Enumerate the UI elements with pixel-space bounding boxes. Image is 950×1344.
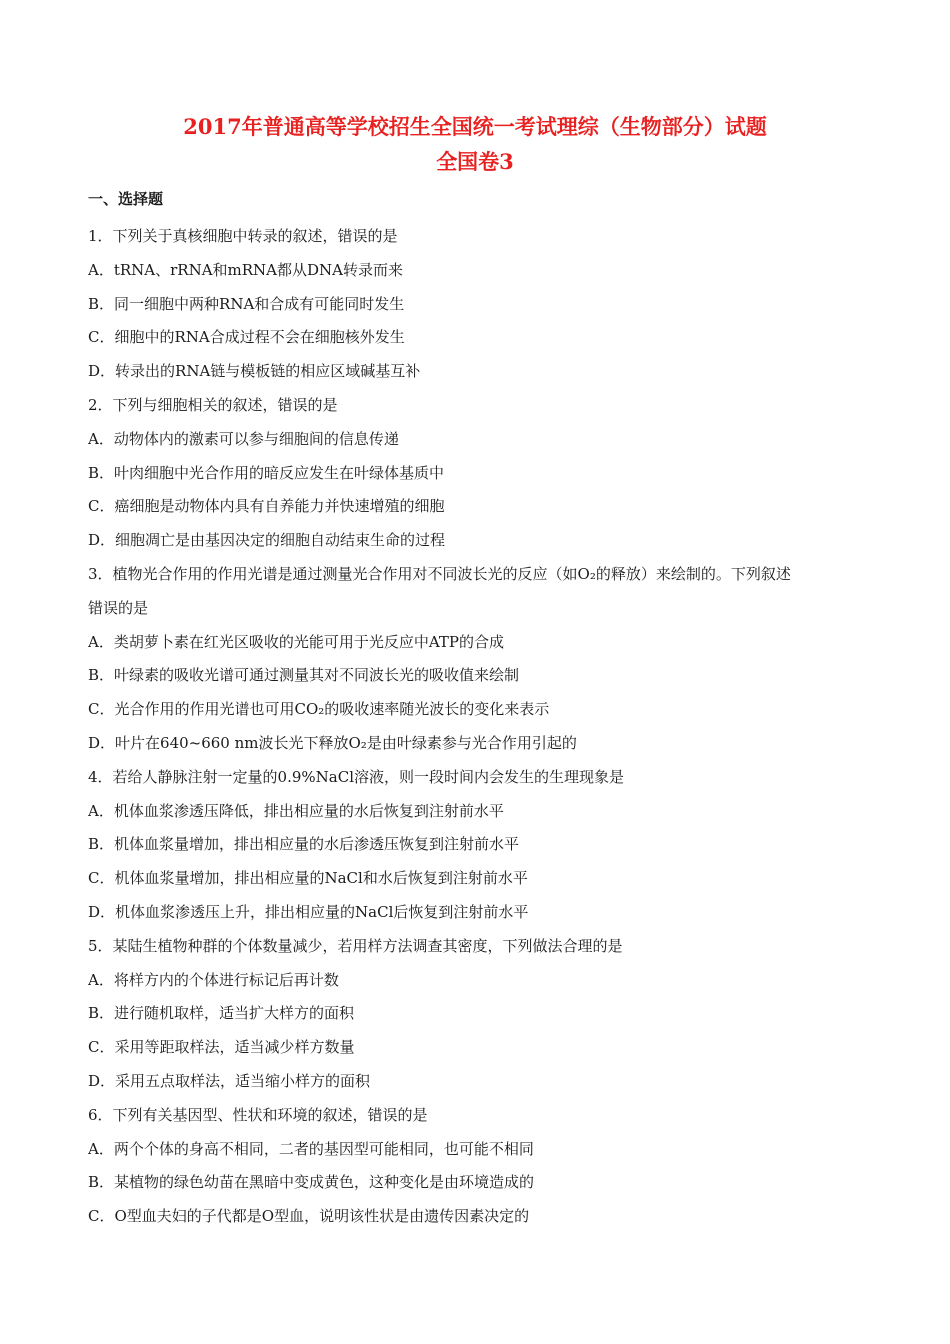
question-1-option-c: C．细胞中的RNA合成过程不会在细胞核外发生 (88, 328, 405, 347)
document-subtitle: 全国卷3 (436, 149, 514, 174)
question-4-option-d: D．机体血浆渗透压上升，排出相应量的NaCl后恢复到注射前水平 (88, 902, 529, 921)
question-5-stem: 5．某陆生植物种群的个体数量减少，若用样方法调查其密度，下列做法合理的是 (88, 936, 623, 955)
question-3-option-a: A．类胡萝卜素在红光区吸收的光能可用于光反应中ATP的合成 (88, 632, 504, 651)
question-2-stem: 2．下列与细胞相关的叙述，错误的是 (88, 395, 338, 414)
question-5-option-c: C．采用等距取样法，适当减少样方数量 (88, 1038, 355, 1057)
question-1-option-a: A．tRNA、rRNA和mRNA都从DNA转录而来 (88, 260, 403, 279)
question-5-option-a: A．将样方内的个体进行标记后再计数 (88, 970, 339, 989)
question-4-stem: 4．若给人静脉注射一定量的0.9%NaCl溶液，则一段时间内会发生的生理现象是 (88, 767, 624, 786)
question-list (88, 220, 878, 1234)
section-heading: 一、选择题 (88, 190, 164, 208)
question-6-option-a: A．两个个体的身高不相同，二者的基因型可能相同，也可能不相同 (88, 1139, 534, 1158)
question-3-stem-continued: 错误的是 (88, 598, 149, 617)
question-3-option-c: C．光合作用的作用光谱也可用CO₂的吸收速率随光波长的变化来表示 (88, 700, 550, 719)
document-title: 2017年普通高等学校招生全国统一考试理综（生物部分）试题 (183, 114, 767, 139)
question-6-stem: 6．下列有关基因型、性状和环境的叙述，错误的是 (88, 1105, 428, 1124)
question-5-option-b: B．进行随机取样，适当扩大样方的面积 (88, 1004, 355, 1023)
question-1-option-d: D．转录出的RNA链与模板链的相应区域碱基互补 (88, 362, 421, 381)
question-4-option-b: B．机体血浆量增加，排出相应量的水后渗透压恢复到注射前水平 (88, 835, 520, 854)
question-6-option-b: B．某植物的绿色幼苗在黑暗中变成黄色，这种变化是由环境造成的 (88, 1173, 535, 1192)
question-2-option-b: B．叶肉细胞中光合作用的暗反应发生在叶绿体基质中 (88, 463, 445, 482)
question-4-option-a: A．机体血浆渗透压降低，排出相应量的水后恢复到注射前水平 (88, 801, 504, 820)
question-6-option-c: C．O型血夫妇的子代都是O型血，说明该性状是由遗传因素决定的 (88, 1207, 530, 1226)
question-5-option-d: D．采用五点取样法，适当缩小样方的面积 (88, 1071, 371, 1090)
question-2-option-a: A．动物体内的激素可以参与细胞间的信息传递 (88, 429, 399, 448)
question-3-option-d: D．叶片在640~660 nm波长光下释放O₂是由叶绿素参与光合作用引起的 (88, 733, 577, 752)
question-1-option-b: B．同一细胞中两种RNA和合成有可能同时发生 (88, 294, 405, 313)
question-1-stem: 1．下列关于真核细胞中转录的叙述，错误的是 (88, 227, 398, 245)
question-4-option-c: C．机体血浆量增加，排出相应量的NaCl和水后恢复到注射前水平 (88, 869, 528, 888)
question-3-option-b: B．叶绿素的吸收光谱可通过测量其对不同波长光的吸收值来绘制 (88, 666, 520, 685)
question-2-option-d: D．细胞凋亡是由基因决定的细胞自动结束生命的过程 (88, 531, 446, 550)
question-2-option-c: C．癌细胞是动物体内具有自养能力并快速增殖的细胞 (88, 497, 445, 516)
question-3-stem: 3．植物光合作用的作用光谱是通过测量光合作用对不同波长光的反应（如O₂的释放）来绘制的。下列叙述 (88, 564, 791, 583)
